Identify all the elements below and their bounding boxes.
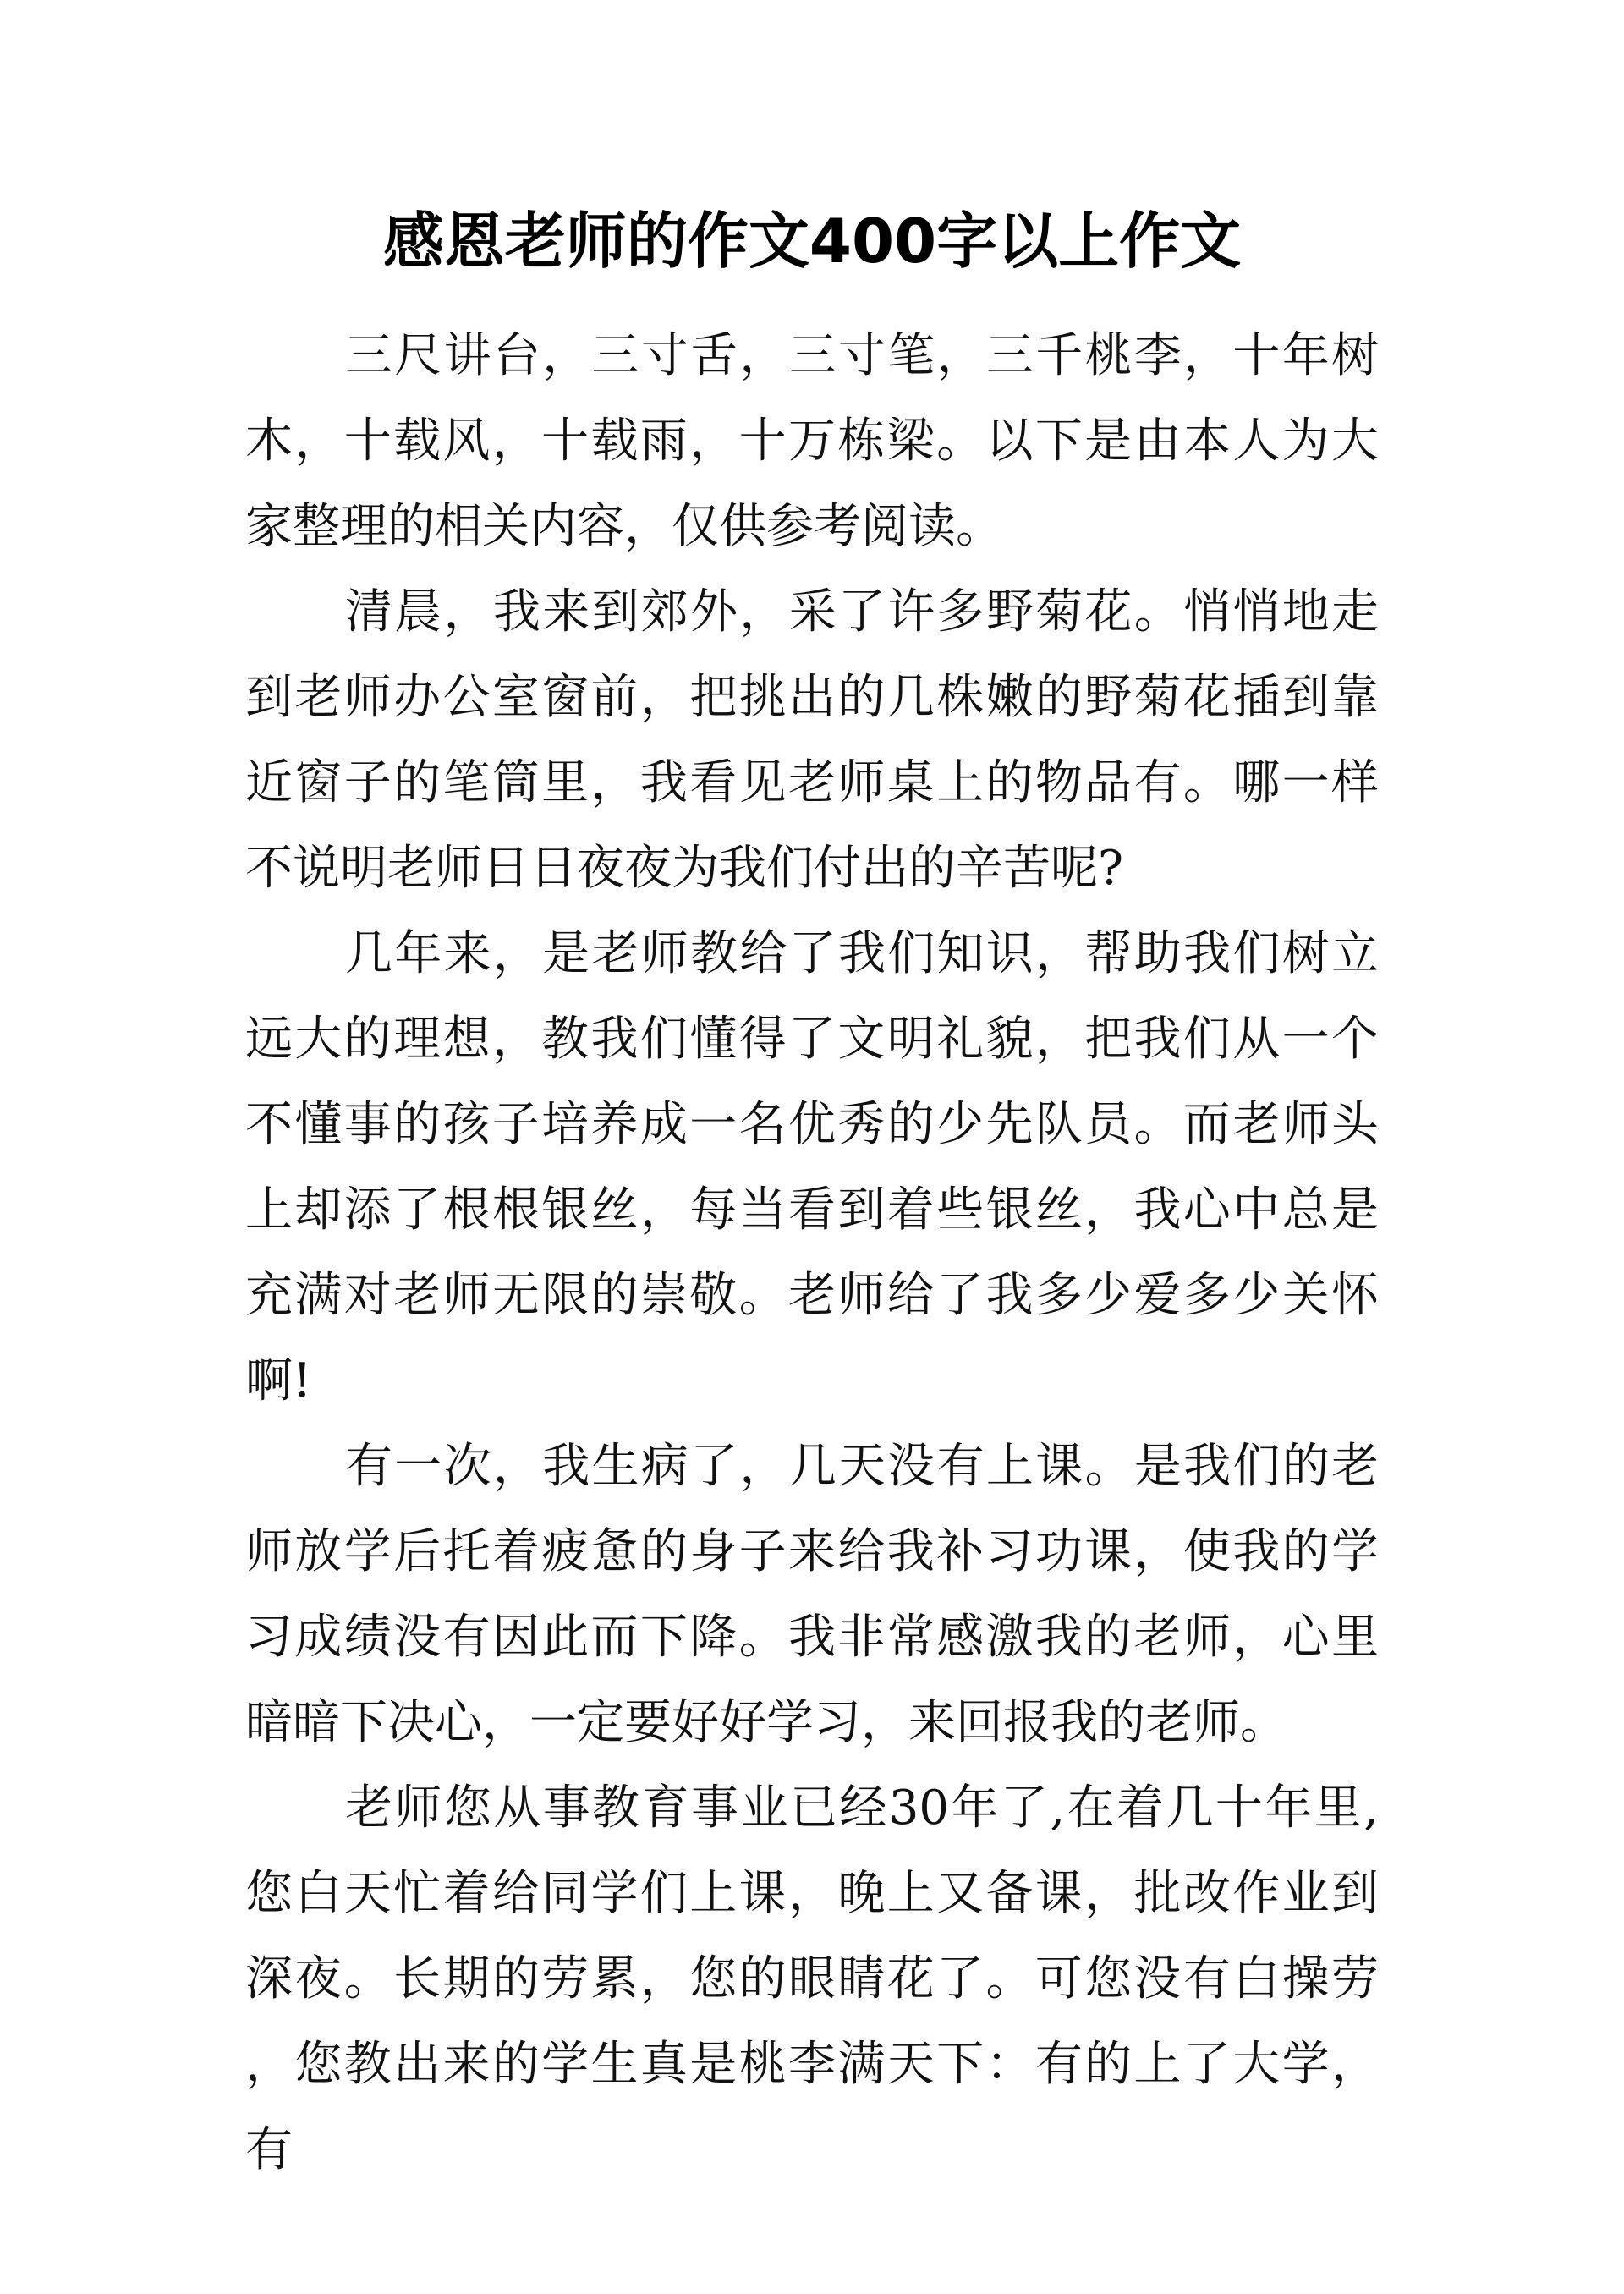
document-title: 感恩老师的作文400字以上作文 — [382, 206, 1242, 277]
paragraph-3: 几年来，是老师教给了我们知识，帮助我们树立远大的理想，教我们懂得了文明礼貌，把我们从一个不懂事的孩子培养成一名优秀的少先队员。而老师头上却添了根根银丝，每当看到着些银丝，我心中总是充满对老师无限的崇敬。老师给了我多少爱多少关怀啊! — [245, 926, 1379, 1408]
paragraph-4: 有一次，我生病了，几天没有上课。是我们的老师放学后托着疲惫的身子来给我补习功课，使我的学习成绩没有因此而下降。我非常感激我的老师，心里暗暗下决心，一定要好好学习，来回报我的老师。 — [245, 1439, 1379, 1750]
paragraph-1: 三尺讲台，三寸舌，三寸笔，三千桃李，十年树木，十载风，十载雨，十万栋梁。以下是由本人为大家整理的相关内容，仅供参考阅读。 — [245, 328, 1379, 554]
paragraph-5: 老师您从事教育事业已经30年了,在着几十年里,您白天忙着给同学们上课，晚上又备课，批改作业到深夜。长期的劳累，您的眼睛花了。可您没有白操劳，您教出来的学生真是桃李满天下：有的上了大学，有 — [245, 1781, 1379, 2177]
document-body — [245, 313, 1379, 2192]
paragraph-2: 清晨，我来到郊外，采了许多野菊花。悄悄地走到老师办公室窗前，把挑出的几株嫩的野菊花插到靠近窗子的笔筒里，我看见老师桌上的物品有。哪一样不说明老师日日夜夜为我们付出的辛苦呢? — [245, 584, 1379, 896]
